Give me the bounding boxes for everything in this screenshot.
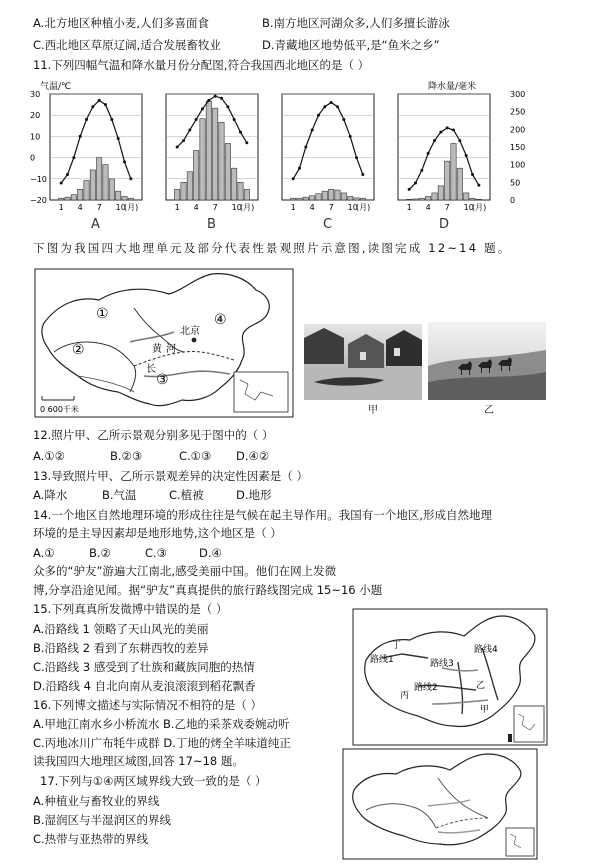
route-label-2: 路线2 xyxy=(414,683,438,693)
map1-scale: 0 600千米 xyxy=(40,405,79,414)
chart-letter-label: C xyxy=(323,217,333,232)
q15-option-d: D.沿路线 4 自北向南从麦浪滚滚到稻花飘香 xyxy=(33,679,256,693)
intro-17-18: 读我国四大地理区域图,回答 17~18 题。 xyxy=(33,754,244,768)
precip-tick-label: 50 xyxy=(510,178,521,188)
month-tick-label: 4 xyxy=(193,203,199,212)
temp-point xyxy=(226,105,229,108)
precip-bar xyxy=(59,198,64,200)
temp-point xyxy=(123,160,126,163)
y-left-label: 气温/℃ xyxy=(40,82,72,92)
precip-bar xyxy=(238,182,243,200)
temp-point xyxy=(471,173,474,176)
temp-tick-label: −20 xyxy=(30,196,47,205)
q13-option-b: B.气温 xyxy=(102,488,137,502)
temp-point xyxy=(298,167,301,170)
q15-stem: 15.下列真真所发微博中错误的是（ ） xyxy=(33,602,228,616)
q14-option-d: D.④ xyxy=(199,546,222,560)
climate-charts xyxy=(30,80,530,232)
month-unit-label: (月) xyxy=(356,203,371,212)
month-unit-label: (月) xyxy=(240,203,255,212)
q10-option-a: A.北方地区种植小麦,人们多喜面食 xyxy=(33,16,209,30)
temp-point xyxy=(458,139,461,142)
precip-bar xyxy=(90,170,95,200)
month-tick-label: 1 xyxy=(406,203,412,212)
temp-point xyxy=(182,139,185,142)
precip-bar xyxy=(354,198,359,200)
q15-option-a: A.沿路线 1 领略了天山风光的美丽 xyxy=(33,622,209,636)
precip-bar xyxy=(470,198,475,200)
precip-bar xyxy=(348,196,353,200)
precip-tick-label: 200 xyxy=(510,125,526,135)
temp-tick-label: 10 xyxy=(30,132,41,142)
temp-point xyxy=(72,156,75,159)
climate-panel-c xyxy=(282,94,374,232)
route-label-4: 路线4 xyxy=(474,645,498,655)
chart-letter-label: D xyxy=(439,217,450,232)
temp-point xyxy=(439,131,442,134)
temp-point xyxy=(323,105,326,108)
temp-point xyxy=(66,173,69,176)
temp-point xyxy=(233,118,236,121)
route-label-yi: 乙 xyxy=(476,681,486,691)
precip-bar xyxy=(438,186,443,200)
q14-stem-2: 环境的是主导因素却是地形地势,这个地区是（ ） xyxy=(33,526,282,540)
temp-point xyxy=(342,118,345,121)
precip-bar xyxy=(65,197,70,200)
four-regions-map xyxy=(34,268,294,418)
map1-label-huang: 黄 xyxy=(152,344,162,355)
route-map xyxy=(352,608,548,746)
temp-point xyxy=(195,118,198,121)
photo-jia-label: 甲 xyxy=(368,405,378,416)
intro-15-16-line-1: 众多的“驴友”游遍大江南北,感受美丽中国。他们在网上发微 xyxy=(33,564,337,578)
q13-option-c: C.植被 xyxy=(169,488,204,502)
precip-tick-label: 300 xyxy=(510,90,526,99)
precip-bar xyxy=(122,196,127,200)
temp-point xyxy=(117,137,120,140)
precip-bar xyxy=(244,189,249,200)
month-tick-label: 10 xyxy=(231,203,242,212)
precip-tick-label: 150 xyxy=(510,143,526,152)
month-tick-label: 4 xyxy=(309,203,315,212)
month-tick-label: 10 xyxy=(115,203,126,212)
precip-bar xyxy=(329,189,334,200)
precip-bar xyxy=(432,193,437,200)
precip-bar xyxy=(206,101,211,200)
temp-point xyxy=(427,152,430,155)
q17-option-b: B.湿润区与半湿润区的界线 xyxy=(33,813,172,827)
precip-bar xyxy=(78,189,83,200)
temp-point xyxy=(330,101,333,104)
intro-15-16-line-2: 博,分享沿途见闻。据“驴友”真真提供的旅行路线图完成 15~16 小题 xyxy=(33,583,383,597)
precip-bar xyxy=(213,108,218,200)
precip-tick-label: 250 xyxy=(510,107,526,117)
temp-point xyxy=(214,95,217,98)
temp-point xyxy=(79,135,82,138)
q10-option-b: B.南方地区河湖众多,人们多擅长游泳 xyxy=(262,16,450,30)
q16-options-line-1: A.甲地江南水乡小桥流水 B.乙地的采茶戏委婉动听 xyxy=(33,717,290,731)
precip-bar xyxy=(175,189,180,200)
route-label-ding: 丁 xyxy=(392,641,402,651)
precip-tick-label: 0 xyxy=(510,196,516,205)
temp-tick-label: 30 xyxy=(30,90,41,99)
photo-jia xyxy=(304,324,422,400)
q12-stem: 12.照片甲、乙所示景观分别多见于图中的（ ） xyxy=(33,428,274,442)
q16-stem: 16.下列博文描述与实际情况不相符的是（ ） xyxy=(33,698,262,712)
month-tick-label: 7 xyxy=(444,203,450,212)
temp-point xyxy=(201,107,204,110)
panel-frame xyxy=(50,94,142,200)
temp-point xyxy=(292,177,295,180)
q14-option-b: B.② xyxy=(89,546,111,560)
four-regions-map-2 xyxy=(342,748,538,860)
route-label-jia: 甲 xyxy=(480,705,490,715)
precip-bar xyxy=(322,191,327,200)
precip-bar xyxy=(187,172,192,200)
map1-label-he: 河 xyxy=(166,344,176,355)
precip-bar xyxy=(297,198,302,200)
precip-bar xyxy=(232,168,237,200)
temp-point xyxy=(452,129,455,132)
month-tick-label: 10 xyxy=(347,203,358,212)
temp-point xyxy=(336,105,339,108)
chart-letter-label: B xyxy=(207,217,216,232)
temp-point xyxy=(311,129,314,132)
map1-label-chang: 长 xyxy=(146,364,156,375)
route-label-bing: 丙 xyxy=(400,691,410,701)
temp-point xyxy=(188,129,191,132)
temp-point xyxy=(60,182,63,185)
precip-bar xyxy=(181,182,186,200)
month-tick-label: 7 xyxy=(212,203,218,212)
precip-bar xyxy=(71,195,76,200)
panel-frame xyxy=(398,94,490,200)
temp-point xyxy=(317,114,320,117)
precip-bar xyxy=(109,179,114,200)
route-label-3: 路线3 xyxy=(430,659,454,669)
temp-point xyxy=(446,126,449,129)
precip-bar xyxy=(360,198,365,200)
q14-option-c: C.③ xyxy=(145,546,167,560)
month-tick-label: 4 xyxy=(77,203,83,212)
temp-point xyxy=(304,146,307,149)
q10-option-c: C.西北地区草原辽阔,适合发展畜牧业 xyxy=(33,38,221,52)
month-tick-label: 1 xyxy=(58,203,64,212)
temp-point xyxy=(110,118,113,121)
panel-frame xyxy=(282,94,374,200)
intro-12-14: 下图为我国四大地理单元及部分代表性景观照片示意图,读图完成 12~14 题。 xyxy=(33,241,512,255)
precip-bar xyxy=(291,198,296,200)
precip-bar xyxy=(200,119,205,200)
precip-bar xyxy=(316,194,321,200)
precip-bar xyxy=(464,193,469,200)
q17-option-a: A.种植业与畜牧业的界线 xyxy=(33,794,160,808)
temp-point xyxy=(129,177,132,180)
q13-stem: 13.导致照片甲、乙所示景观差异的决定性因素是（ ） xyxy=(33,469,308,483)
precip-bar xyxy=(457,168,462,200)
q17-option-c: C.热带与亚热带的界线 xyxy=(33,832,149,846)
precip-bar xyxy=(116,191,121,200)
precip-bar xyxy=(103,165,108,200)
precip-bar xyxy=(219,122,224,200)
temp-point xyxy=(91,105,94,108)
precip-bar xyxy=(310,196,315,200)
month-tick-label: 7 xyxy=(96,203,102,212)
precip-bar xyxy=(413,199,418,200)
precip-bar xyxy=(303,197,308,200)
q12-option-c: C.①③ xyxy=(179,449,212,463)
temp-point xyxy=(104,103,107,106)
temp-point xyxy=(355,156,358,159)
temp-point xyxy=(361,173,364,176)
precip-bar xyxy=(426,196,431,200)
temp-point xyxy=(408,188,411,191)
temp-point xyxy=(477,184,480,187)
precip-tick-label: 100 xyxy=(510,160,526,170)
map1-label-beijing: 北京 xyxy=(180,326,200,337)
month-tick-label: 10 xyxy=(463,203,474,212)
month-tick-label: 4 xyxy=(425,203,431,212)
q14-stem-1: 14.一个地区自然地理环境的形成往往是气候在起主导作用。我国有一个地区,形成自然地理 xyxy=(33,508,492,522)
climate-panel-d xyxy=(398,94,490,232)
temp-point xyxy=(414,182,417,185)
climate-panel-b xyxy=(166,94,258,232)
q12-option-a: A.①② xyxy=(33,449,65,463)
climate-panel-a xyxy=(50,94,142,232)
precip-bar xyxy=(97,158,102,200)
map1-label-3: ③ xyxy=(156,372,169,388)
precip-bar xyxy=(445,161,450,200)
q13-option-d: D.地形 xyxy=(236,488,272,502)
temp-tick-label: 20 xyxy=(30,111,41,121)
precip-bar xyxy=(341,193,346,200)
temp-tick-label: 0 xyxy=(30,153,36,163)
temp-point xyxy=(207,99,210,102)
temp-point xyxy=(433,139,436,142)
precip-bar xyxy=(335,190,340,200)
temp-point xyxy=(349,135,352,138)
precip-bar xyxy=(128,198,133,200)
q13-option-a: A.降水 xyxy=(33,488,68,502)
q15-option-b: B.沿路线 2 看到了东耕西牧的差异 xyxy=(33,641,209,655)
temp-point xyxy=(465,154,468,157)
temp-point xyxy=(85,118,88,121)
month-tick-label: 1 xyxy=(174,203,180,212)
q12-option-b: B.②③ xyxy=(110,449,143,463)
precip-bar xyxy=(194,151,199,200)
map1-label-4: ④ xyxy=(214,312,227,328)
panel-frame xyxy=(166,94,258,200)
map1-label-1: ① xyxy=(96,306,109,322)
precip-bar xyxy=(451,143,456,200)
photo-yi-label: 乙 xyxy=(484,405,494,416)
q14-option-a: A.① xyxy=(33,546,55,560)
q10-option-d: D.青藏地区地势低平,是“鱼米之乡” xyxy=(262,38,440,52)
temp-point xyxy=(98,99,101,102)
month-unit-label: (月) xyxy=(472,203,487,212)
precip-bar xyxy=(225,143,230,200)
temp-point xyxy=(220,97,223,100)
route-label-1: 路线1 xyxy=(370,655,394,665)
temp-point xyxy=(176,146,179,149)
q16-options-line-2: C.丙地冰川广布牦牛成群 D.丁地的烤全羊味道纯正 xyxy=(33,736,291,750)
month-unit-label: (月) xyxy=(124,203,139,212)
month-tick-label: 7 xyxy=(328,203,334,212)
q12-option-d: D.④② xyxy=(236,449,270,463)
q11-stem: 11.下列四幅气温和降水量月份分配图,符合我国西北地区的是（ ） xyxy=(33,58,370,72)
temp-point xyxy=(245,141,248,144)
q15-option-c: C.沿路线 3 感受到了壮族和藏族同胞的热情 xyxy=(33,660,255,674)
chart-letter-label: A xyxy=(91,217,100,232)
precip-bar xyxy=(407,199,412,200)
precip-bar xyxy=(84,181,89,200)
y-right-label: 降水量/毫米 xyxy=(428,82,477,92)
photo-yi xyxy=(428,322,546,400)
temp-tick-label: −10 xyxy=(30,174,47,184)
temp-point xyxy=(420,169,423,172)
q17-stem: 17.下列与①④两区域界线大致一致的是（ ） xyxy=(40,774,267,788)
precip-bar xyxy=(476,199,481,200)
month-tick-label: 1 xyxy=(290,203,296,212)
precip-bar xyxy=(419,198,424,200)
map1-label-2: ② xyxy=(72,342,85,358)
temp-point xyxy=(239,131,242,134)
